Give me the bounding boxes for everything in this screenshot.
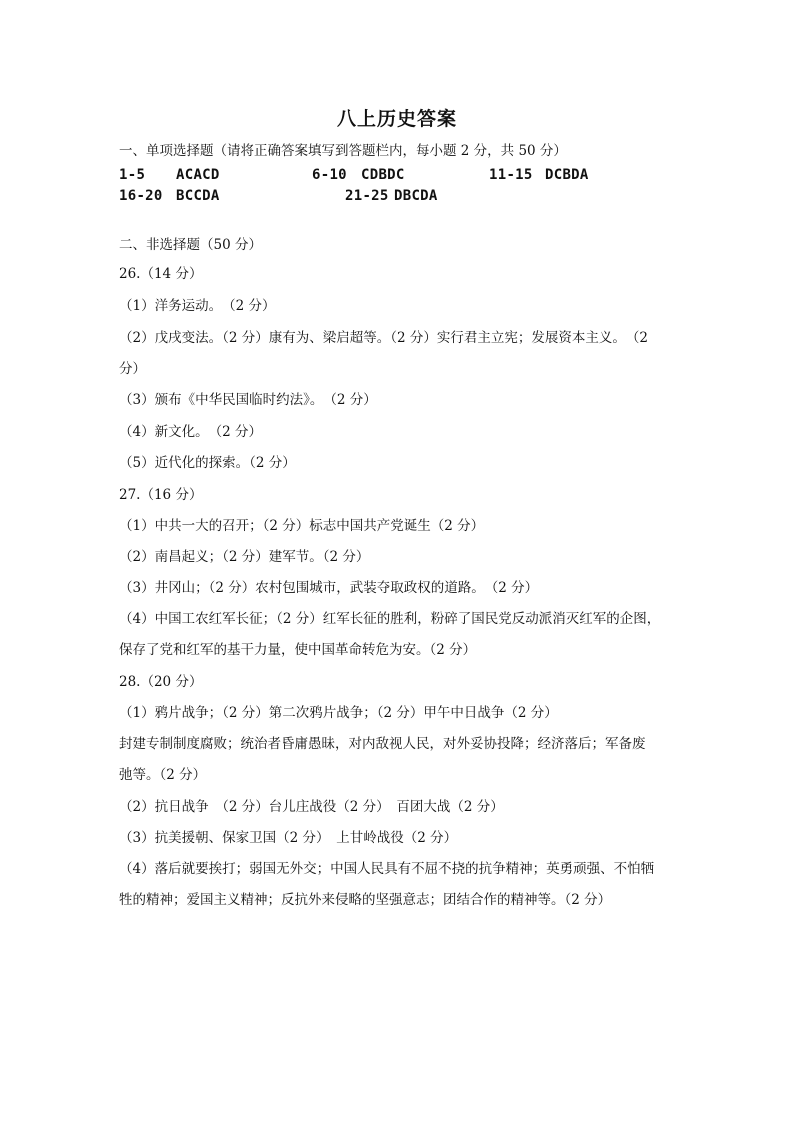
q26-line: （4）新文化。 （2 分） bbox=[119, 424, 262, 440]
answer-range: 1-5 bbox=[119, 167, 146, 183]
q27-line: （4）中国工农红军长征；（2 分）红军长征的胜利，粉碎了国民党反动派消灭红军的企图， bbox=[119, 611, 661, 627]
answer-range: 21-25 bbox=[345, 188, 389, 204]
section1-heading: 一、单项选择题（请将正确答案填写到答题栏内，每小题 2 分，共 50 分） bbox=[119, 143, 567, 159]
question-26-header: 26.（14 分） bbox=[119, 266, 203, 282]
q26-line: 分） bbox=[119, 361, 146, 377]
q28-line: 弛等。（2 分） bbox=[119, 767, 207, 783]
q27-line: （1）中共一大的召开；（2 分）标志中国共产党诞生（2 分） bbox=[119, 518, 485, 534]
page-title: 八上历史答案 bbox=[336, 108, 457, 130]
q27-line: （2）南昌起义；（2 分）建军节。（2 分） bbox=[119, 549, 370, 565]
answer-key: ACACD bbox=[176, 167, 220, 183]
q26-line: （1）洋务运动。 （2 分） bbox=[119, 298, 276, 314]
q28-line: （2）抗日战争 （2 分）台儿庄战役（2 分） 百团大战（2 分） bbox=[119, 799, 504, 815]
q28-line: 封建专制制度腐败；统治者昏庸愚昧，对内敌视人民，对外妥协投降；经济落后；军备废 bbox=[119, 736, 646, 752]
q26-line: （5）近代化的探索。（2 分） bbox=[119, 455, 296, 471]
answer-range: 11-15 bbox=[489, 167, 533, 183]
section2-heading: 二、非选择题（50 分） bbox=[119, 237, 262, 253]
answer-range: 6-10 bbox=[312, 167, 347, 183]
answer-key: DBCDA bbox=[394, 188, 438, 204]
q27-line: 保存了党和红军的基干力量，使中国革命转危为安。（2 分） bbox=[119, 642, 477, 658]
answer-key: DCBDA bbox=[545, 167, 589, 183]
answer-key: BCCDA bbox=[176, 188, 220, 204]
q28-line: （1）鸦片战争；（2 分）第二次鸦片战争；（2 分）甲午中日战争（2 分） bbox=[119, 705, 558, 721]
q26-line: （2）戊戌变法。（2 分）康有为、梁启超等。（2 分）实行君主立宪；发展资本主义。 （2 bbox=[119, 330, 648, 346]
answer-range: 16-20 bbox=[119, 188, 163, 204]
answer-key: CDBDC bbox=[361, 167, 405, 183]
question-28-header: 28.（20 分） bbox=[119, 674, 203, 690]
question-27-header: 27.（16 分） bbox=[119, 487, 203, 503]
q27-line: （3）井冈山；（2 分）农村包围城市，武装夺取政权的道路。 （2 分） bbox=[119, 580, 539, 596]
q28-line: 牲的精神；爱国主义精神；反抗外来侵略的坚强意志；团结合作的精神等。（2 分） bbox=[119, 892, 612, 908]
q28-line: （4）落后就要挨打；弱国无外交；中国人民具有不屈不挠的抗争精神；英勇顽强、不怕牺 bbox=[119, 861, 655, 877]
q26-line: （3）颁布《中华民国临时约法》。 （2 分） bbox=[119, 392, 377, 408]
q28-line: （3）抗美援朝、保家卫国（2 分） 上甘岭战役（2 分） bbox=[119, 830, 458, 846]
